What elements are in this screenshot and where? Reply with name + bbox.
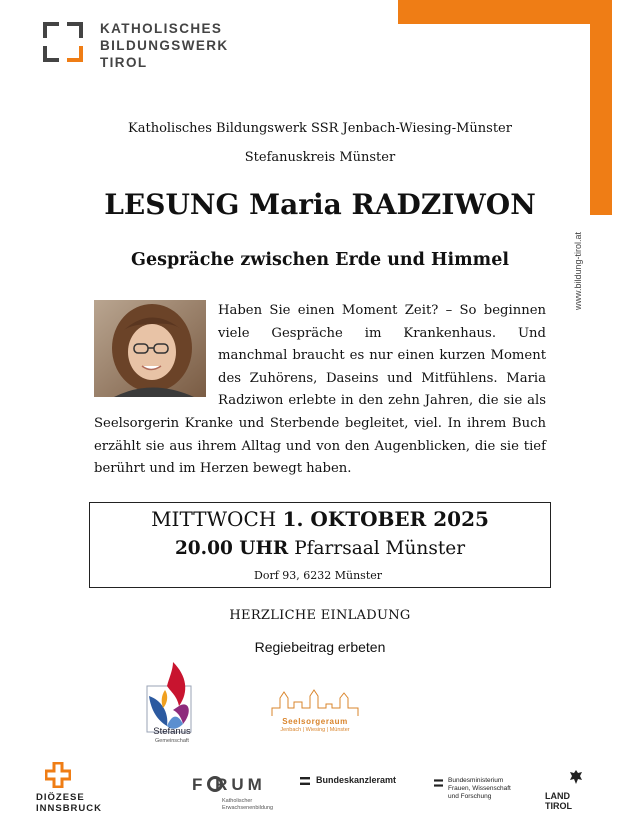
austria-flag-icon	[300, 777, 310, 785]
event-subtitle: Gespräche zwischen Erde und Himmel	[131, 250, 509, 270]
bm-line-2: Frauen, Wissenschaft	[448, 785, 511, 792]
bm-line-1: Bundesministerium	[448, 777, 504, 784]
logo-line-1: KATHOLISCHES	[100, 21, 223, 36]
fee-note: Regiebeitrag erbeten	[254, 639, 386, 655]
dioezese-text	[36, 793, 102, 814]
forum-ring-icon	[206, 775, 224, 793]
event-date-line	[89, 507, 551, 531]
event-time: 20.00 UHR	[174, 538, 289, 559]
land-line-2: TIROL	[545, 801, 572, 811]
invitation: HERZLICHE EINLADUNG	[229, 608, 411, 623]
seelsorgeraum-logo-icon	[270, 688, 360, 718]
event-date: 1. OKTOBER 2025	[282, 507, 489, 531]
kbw-logo-icon	[43, 22, 83, 62]
forum-sub-line-1: Katholischer	[222, 798, 253, 804]
land-tirol-text	[545, 791, 572, 811]
description-text: Haben Sie einen Moment Zeit? – So beginnen viele Gespräche im Krankenhaus. Und manchmal braucht es nur einen kurzen Moment des Zuhörens, Daseins und Mitfühlens. Maria Radziwon erlebte in den zehn Jahren, die sie als Seelsorgerin Kranke und Sterbende begleitet, viel. In ihrem Buch erzählt sie aus ihrem Alltag und von den Augenblicken, die sie tief berührt und im Herzen bewegt haben.	[94, 303, 546, 477]
forum-subtitle	[222, 798, 273, 811]
land-line-1: LAND	[545, 791, 570, 801]
seelsorgeraum-name: Seelsorgeraum	[282, 717, 348, 726]
event-address: Dorf 93, 6232 Münster	[254, 569, 383, 582]
bundeskanzleramt: Bundeskanzleramt	[316, 775, 397, 785]
kbw-logo-text	[100, 20, 229, 71]
stefanus-name: Stefanus	[153, 726, 191, 737]
organizer: Katholisches Bildungswerk SSR Jenbach-Wiesing-Münster	[128, 121, 512, 136]
logo-line-3: TIROL	[100, 55, 148, 70]
forum-sub-line-2: Erwachsenenbildung	[222, 804, 274, 811]
event-venue: Pfarrsaal Münster	[294, 538, 466, 559]
dioezese-line-1: DIÖZESE	[36, 792, 85, 803]
bundesministerium	[448, 777, 511, 801]
dioezese-logo-icon	[45, 762, 71, 788]
bm-line-3: und Forschung	[448, 793, 492, 800]
bm-flag-icon	[434, 779, 443, 787]
event-description	[94, 300, 546, 481]
website-url[interactable]: www.bildung-tirol.at	[573, 231, 583, 310]
event-weekday: MITTWOCH	[151, 507, 277, 531]
orange-bar-side	[590, 0, 612, 215]
stefanus-sub: Gemeinschaft	[155, 738, 189, 744]
tirol-eagle-icon	[569, 769, 583, 785]
logo-line-2: BILDUNGSWERK	[100, 38, 229, 53]
event-time-line	[89, 538, 551, 559]
dioezese-line-2: INNSBRUCK	[36, 802, 102, 814]
seelsorgeraum-sub: Jenbach | Wiesing | Münster	[280, 727, 350, 733]
event-title: LESUNG Maria RADZIWON	[104, 188, 536, 221]
photo-spacer	[94, 300, 218, 400]
orange-bar-top	[398, 0, 612, 24]
forum-logo-text: F RUM	[192, 775, 266, 794]
group-name: Stefanuskreis Münster	[244, 150, 396, 165]
